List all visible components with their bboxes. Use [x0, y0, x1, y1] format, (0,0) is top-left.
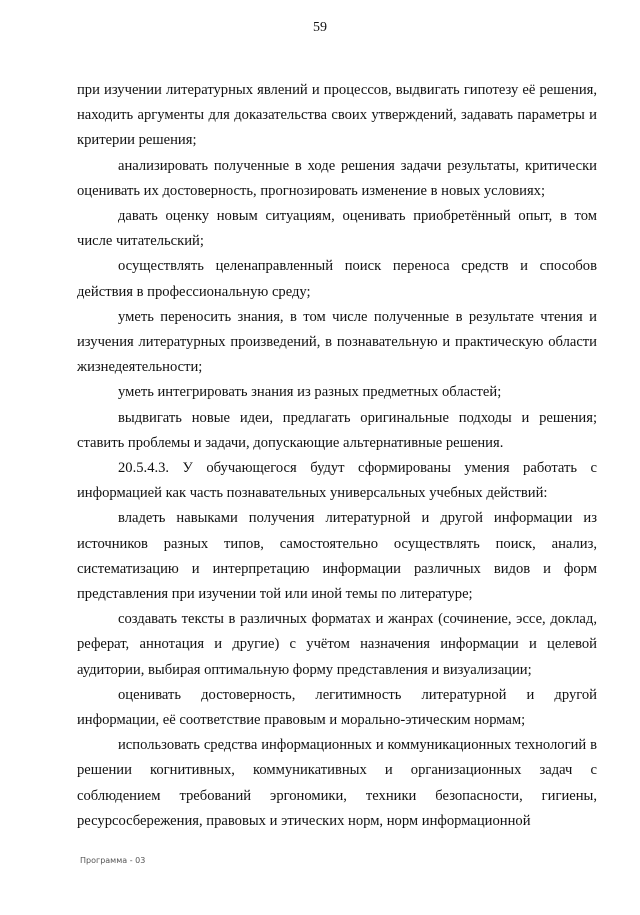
- paragraph-4: осуществлять целенаправленный поиск переноса средств и способов действия в профессиональную среду;: [77, 258, 597, 300]
- page-footer: Программа - 03: [80, 856, 146, 865]
- paragraph-10: создавать тексты в различных форматах и жанрах (сочинение, эссе, доклад, реферат, аннотация и другие) с учётом назначения информации и целевой аудитории, выбирая оптимальную форму представления и визуализации;: [77, 611, 597, 678]
- paragraph-12: использовать средства информационных и коммуникационных технологий в решении когнитивных, коммуникативных и организационных задач с соблюдением требований эргономики, техники безопасности, гигиены, ресурсосбережения, правовых и этических норм, норм информационной: [77, 737, 597, 829]
- paragraph-8: 20.5.4.3. У обучающегося будут сформированы умения работать с информацией как часть познавательных универсальных учебных действий:: [77, 460, 597, 502]
- page-number: 59: [313, 20, 327, 35]
- paragraph-6: уметь интегрировать знания из разных предметных областей;: [118, 384, 502, 401]
- paragraph-2: анализировать полученные в ходе решения задачи результаты, критически оценивать их достоверность, прогнозировать изменение в новых условиях;: [77, 157, 597, 199]
- paragraph-9: владеть навыками получения литературной и другой информации из источников разных типов, самостоятельно осуществлять поиск, анализ, систематизацию и интерпретацию информации различных видов и форм представления при изучении той или иной темы по литературе;: [77, 510, 597, 603]
- paragraph-3: давать оценку новым ситуациям, оценивать приобретённый опыт, в том числе читательский;: [77, 208, 597, 250]
- body-text: [77, 78, 597, 834]
- paragraph-11: оценивать достоверность, легитимность литературной и другой информации, её соответствие правовым и морально-этическим нормам;: [77, 686, 597, 729]
- paragraph-7: выдвигать новые идеи, предлагать оригинальные подходы и решения; ставить проблемы и задачи, допускающие альтернативные решения.: [77, 409, 597, 451]
- paragraph-5: уметь переносить знания, в том числе полученные в результате чтения и изучения литературных произведений, в познавательную и практическую области жизнедеятельности;: [77, 308, 597, 376]
- paragraph-1: при изучении литературных явлений и процессов, выдвигать гипотезу её решения, находить аргументы для доказательства своих утверждений, задавать параметры и критерии решения;: [77, 82, 597, 149]
